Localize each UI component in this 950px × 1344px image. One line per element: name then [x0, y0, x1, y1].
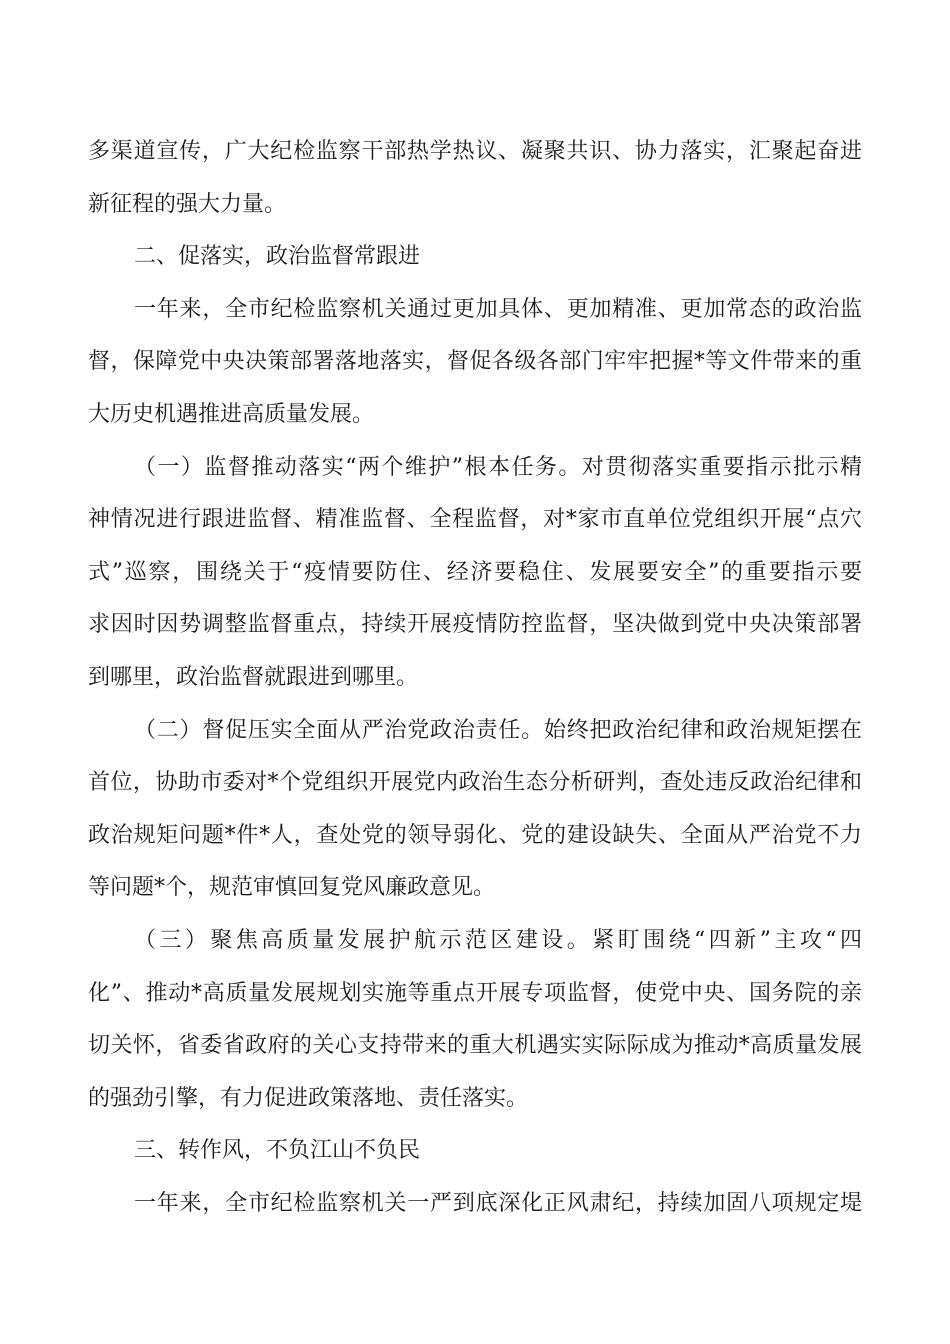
- document-page: [88, 126, 862, 1230]
- body-text-line: 的强劲引擎，有力促进政策落地、责任落实。: [88, 1085, 529, 1111]
- body-text-line: 首位，协助市委对*个党组织开展党内政治生态分析研判，查处违反政治纪律和: [88, 770, 862, 796]
- section-heading: 二、促落实，政治监督常跟进: [134, 244, 421, 270]
- body-text-line: 求因时因势调整监督重点，持续开展疫情防控监督，坚决做到党中央决策部署: [88, 612, 862, 638]
- paragraph-first-line: 一年来，全市纪检监察机关一严到底深化正风肃纪，持续加固八项规定堤: [134, 1190, 862, 1216]
- body-text-line: 神情况进行跟进监督、精准监督、全程监督，对*家市直单位党组织开展“点穴: [88, 507, 862, 533]
- body-text-line: 到哪里，政治监督就跟进到哪里。: [88, 664, 419, 690]
- subsection-paragraph-first-line: （三）聚焦高质量发展护航示范区建设。紧盯围绕“四新”主攻“四: [134, 927, 862, 953]
- section-heading: 三、转作风，不负江山不负民: [134, 1138, 421, 1164]
- body-text-line: 等问题*个，规范审慎回复党风廉政意见。: [88, 875, 496, 901]
- body-text-line: 政治规矩问题*件*人，查处党的领导弱化、党的建设缺失、全面从严治党不力: [88, 822, 862, 848]
- subsection-paragraph-first-line: （一）监督推动落实“两个维护”根本任务。对贯彻落实重要指示批示精: [134, 454, 862, 480]
- body-text-line: 多渠道宣传，广大纪检监察干部热学热议、凝聚共识、协力落实，汇聚起奋进: [88, 139, 862, 164]
- subsection-paragraph-first-line: （二）督促压实全面从严治党政治责任。始终把政治纪律和政治规矩摆在: [134, 717, 862, 743]
- body-text-line: 化”、推动*高质量发展规划实施等重点开展专项监督，使党中央、国务院的亲: [88, 980, 862, 1006]
- body-text-line: 式”巡察，围绕关于“疫情要防住、经济要稳住、发展要安全”的重要指示要: [88, 559, 862, 585]
- body-text-line: 切关怀，省委省政府的关心支持带来的重大机遇实实际际成为推动*高质量发展: [88, 1033, 862, 1059]
- paragraph-first-line: 一年来，全市纪检监察机关通过更加具体、更加精准、更加常态的政治监: [134, 296, 862, 322]
- body-text-line: 新征程的强大力量。: [88, 191, 287, 217]
- body-text-line: 大历史机遇推进高质量发展。: [88, 401, 375, 427]
- body-text-line: 督，保障党中央决策部署落地落实，督促各级各部门牢牢把握*等文件带来的重: [88, 349, 862, 375]
